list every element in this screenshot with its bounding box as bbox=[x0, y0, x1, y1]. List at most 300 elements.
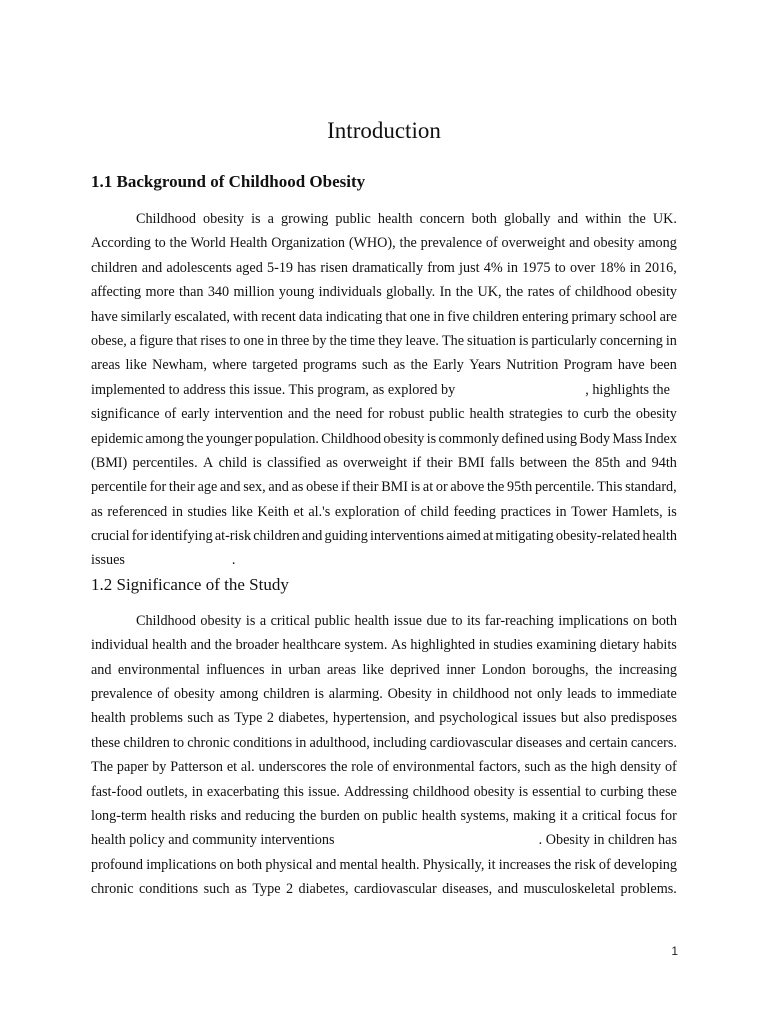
word: Addressing bbox=[344, 783, 409, 800]
word: to bbox=[601, 686, 613, 703]
word: rises bbox=[200, 332, 227, 349]
word: their bbox=[352, 479, 379, 496]
section-heading-significance: 1.2 Significance of the Study bbox=[91, 574, 289, 594]
word: outlets, bbox=[146, 783, 188, 800]
word: rates bbox=[527, 284, 555, 301]
word: within bbox=[585, 211, 622, 227]
word: feeding bbox=[453, 503, 496, 520]
word: the bbox=[298, 807, 317, 824]
word: 2016, bbox=[644, 259, 677, 276]
word: risk bbox=[574, 856, 596, 873]
text-line bbox=[91, 731, 677, 755]
text-segment: health policy and community interventions bbox=[91, 832, 335, 849]
word: and bbox=[497, 881, 519, 898]
word: guiding bbox=[324, 528, 368, 545]
word: children bbox=[263, 686, 310, 703]
word: classified bbox=[267, 454, 321, 471]
word: of bbox=[377, 759, 389, 776]
word: developing bbox=[613, 856, 677, 873]
word: predisposes bbox=[610, 710, 677, 727]
word: influences bbox=[206, 661, 265, 678]
word: system. bbox=[344, 637, 388, 654]
word: identifying bbox=[150, 528, 213, 545]
word: Early bbox=[433, 357, 464, 374]
word: leads bbox=[567, 686, 597, 703]
word: in bbox=[266, 332, 278, 349]
word: among bbox=[219, 686, 259, 703]
word: due bbox=[426, 612, 447, 629]
word: 18% bbox=[599, 259, 626, 276]
word: deprived bbox=[390, 661, 440, 678]
word: UK. bbox=[652, 211, 677, 227]
word: burden bbox=[320, 807, 360, 824]
text-line bbox=[91, 500, 677, 524]
word: studies bbox=[187, 503, 227, 520]
word: and bbox=[625, 454, 647, 471]
word: particularly bbox=[531, 332, 597, 349]
word: they bbox=[378, 332, 403, 349]
word: including bbox=[373, 734, 427, 751]
word: problems. bbox=[620, 881, 677, 898]
word: areas bbox=[91, 357, 121, 374]
word: also bbox=[583, 710, 607, 727]
word: crucial bbox=[91, 528, 130, 545]
word: prevalence bbox=[420, 235, 483, 252]
word: the bbox=[505, 284, 524, 301]
word: the bbox=[553, 856, 572, 873]
word: The bbox=[91, 759, 114, 776]
word: the bbox=[330, 759, 348, 776]
word: over bbox=[569, 259, 596, 276]
word: significance bbox=[91, 406, 160, 423]
word: hypertension, bbox=[332, 710, 410, 727]
word: at bbox=[422, 479, 434, 496]
word: health bbox=[151, 807, 186, 824]
word: Newham, bbox=[152, 357, 207, 374]
word: 2 bbox=[285, 881, 294, 898]
word: Childhood bbox=[321, 430, 382, 447]
word: their bbox=[168, 479, 195, 496]
word: situation bbox=[467, 332, 516, 349]
word: childhood bbox=[574, 284, 632, 301]
word: profound bbox=[91, 856, 144, 873]
word: overweight bbox=[343, 454, 408, 471]
word: and bbox=[190, 637, 211, 654]
word: obesity bbox=[383, 430, 425, 447]
word: mental bbox=[339, 856, 379, 873]
word: and bbox=[569, 235, 590, 252]
word: BMI bbox=[381, 479, 409, 496]
word: indicating bbox=[325, 308, 383, 325]
word: Index bbox=[644, 430, 677, 447]
word: in bbox=[478, 637, 490, 654]
word: from bbox=[427, 259, 455, 276]
word: if bbox=[412, 454, 422, 471]
word: public bbox=[314, 612, 350, 629]
redacted-citation bbox=[339, 828, 535, 852]
word: programs bbox=[303, 357, 357, 374]
redacted-citation bbox=[125, 548, 232, 572]
word: epidemic bbox=[91, 430, 143, 447]
text-line bbox=[91, 853, 677, 877]
word: Type bbox=[252, 881, 281, 898]
word: the bbox=[613, 406, 631, 423]
word: these bbox=[91, 734, 121, 751]
word: commonly bbox=[438, 430, 500, 447]
word: such bbox=[203, 881, 230, 898]
word: risks bbox=[189, 807, 217, 824]
text-line bbox=[91, 305, 677, 329]
word: globally bbox=[503, 211, 551, 227]
word: by bbox=[152, 759, 167, 776]
word: adulthood, bbox=[309, 734, 370, 751]
word: critical bbox=[582, 807, 622, 824]
word: public bbox=[429, 406, 465, 423]
text-line bbox=[91, 780, 677, 804]
word: such bbox=[524, 759, 551, 776]
word: and bbox=[220, 479, 241, 496]
word: risen bbox=[320, 259, 348, 276]
word: examining bbox=[536, 637, 597, 654]
word: recent bbox=[261, 308, 296, 325]
word: Tower bbox=[571, 503, 608, 520]
word: Body bbox=[579, 430, 611, 447]
word: Mass bbox=[612, 430, 643, 447]
word: and bbox=[315, 856, 337, 873]
word: referenced bbox=[107, 503, 168, 520]
word: that bbox=[176, 332, 198, 349]
word: obese bbox=[306, 479, 339, 496]
word: of bbox=[485, 235, 498, 252]
word: of bbox=[404, 503, 416, 520]
word: paper bbox=[116, 759, 149, 776]
word: this bbox=[283, 783, 304, 800]
text-line bbox=[91, 451, 677, 475]
word: et bbox=[293, 503, 304, 520]
word: on bbox=[219, 856, 234, 873]
word: diabetes, bbox=[298, 881, 349, 898]
word: and bbox=[268, 479, 289, 496]
word: and bbox=[301, 528, 323, 545]
word: at bbox=[483, 528, 494, 545]
word: childhood bbox=[452, 686, 510, 703]
word: Program bbox=[563, 357, 613, 374]
word: obesity bbox=[473, 783, 515, 800]
word: falls bbox=[490, 454, 515, 471]
word: such bbox=[361, 357, 388, 374]
text-line bbox=[91, 877, 677, 901]
word: environmental bbox=[117, 661, 200, 678]
word: issue bbox=[393, 612, 422, 629]
page-number: 1 bbox=[671, 944, 678, 958]
word: using bbox=[546, 430, 578, 447]
word: in bbox=[191, 783, 203, 800]
word: intervention bbox=[214, 406, 284, 423]
word: but bbox=[560, 710, 579, 727]
word: Patterson bbox=[170, 759, 224, 776]
word: A bbox=[202, 454, 214, 471]
word: the bbox=[569, 759, 588, 776]
word: obesity bbox=[173, 686, 215, 703]
text-line bbox=[91, 755, 677, 779]
word: is bbox=[667, 503, 677, 520]
word: the bbox=[594, 661, 613, 678]
word: as bbox=[291, 479, 304, 496]
word: more bbox=[145, 284, 175, 301]
word: children bbox=[91, 259, 138, 276]
word: diseases, bbox=[442, 881, 493, 898]
word: health bbox=[642, 528, 677, 545]
word: is bbox=[251, 211, 261, 227]
word: children bbox=[472, 308, 519, 325]
word: obesity-related bbox=[555, 528, 641, 545]
word: a bbox=[571, 807, 578, 824]
text-line bbox=[91, 609, 677, 633]
word: healthcare bbox=[282, 637, 341, 654]
text-segment: issues bbox=[91, 552, 125, 569]
text-line bbox=[91, 804, 677, 828]
word: The bbox=[441, 332, 465, 349]
word: environmental bbox=[392, 759, 475, 776]
word: in bbox=[295, 734, 307, 751]
word: obese, bbox=[91, 332, 127, 349]
word: London bbox=[481, 661, 526, 678]
word: leave. bbox=[405, 332, 439, 349]
word: exacerbating bbox=[206, 783, 280, 800]
word: as bbox=[554, 759, 567, 776]
word: to bbox=[451, 612, 463, 629]
word: the bbox=[572, 454, 590, 471]
word: has bbox=[297, 259, 317, 276]
word: (WHO), bbox=[348, 235, 396, 252]
word: diabetes, bbox=[278, 710, 329, 727]
word: mitigating bbox=[495, 528, 554, 545]
text-segment: , highlights the bbox=[585, 381, 670, 398]
text-line bbox=[91, 231, 677, 255]
word: far-reaching bbox=[484, 612, 554, 629]
word: not bbox=[514, 686, 533, 703]
word: Type bbox=[234, 710, 263, 727]
word: million bbox=[233, 284, 275, 301]
word: as bbox=[91, 503, 103, 520]
word: of bbox=[164, 406, 177, 423]
word: issue. bbox=[308, 783, 340, 800]
text-line bbox=[91, 353, 677, 377]
word: conditions bbox=[232, 734, 293, 751]
word: high bbox=[591, 759, 617, 776]
word: for bbox=[367, 406, 384, 423]
word: with bbox=[232, 308, 259, 325]
word: and bbox=[557, 211, 579, 227]
word: three bbox=[280, 332, 310, 349]
text-segment: . bbox=[231, 552, 236, 569]
redacted-citation bbox=[455, 378, 585, 402]
text-segment: implemented to address this issue. This program, as explored by bbox=[91, 381, 456, 398]
word: globally. bbox=[386, 284, 436, 301]
word: Years bbox=[469, 357, 501, 374]
word: UK, bbox=[477, 284, 502, 301]
word: of bbox=[664, 759, 677, 776]
word: health bbox=[91, 710, 126, 727]
word: for bbox=[131, 528, 149, 545]
word: Obesity bbox=[387, 686, 432, 703]
word: like bbox=[231, 503, 253, 520]
word: a bbox=[259, 612, 267, 629]
word: children bbox=[123, 734, 170, 751]
word: growing bbox=[281, 211, 329, 227]
word: dietary bbox=[599, 637, 640, 654]
text-segment: . Obesity in children has bbox=[538, 832, 677, 849]
text-line bbox=[91, 256, 677, 280]
word: between bbox=[519, 454, 568, 471]
word: in bbox=[433, 308, 445, 325]
text-line bbox=[91, 207, 677, 231]
word: are bbox=[659, 308, 677, 325]
word: 1975 bbox=[522, 259, 551, 276]
word: the bbox=[455, 284, 474, 301]
word: children bbox=[253, 528, 300, 545]
word: is bbox=[245, 612, 256, 629]
word: a bbox=[129, 332, 137, 349]
word: entering bbox=[522, 308, 569, 325]
word: percentiles. bbox=[132, 454, 198, 471]
word: obesity bbox=[200, 612, 242, 629]
word: adolescents bbox=[166, 259, 232, 276]
word: defined bbox=[501, 430, 544, 447]
word: the bbox=[214, 637, 232, 654]
word: child bbox=[218, 454, 247, 471]
word: to bbox=[585, 783, 597, 800]
word: the bbox=[410, 357, 428, 374]
word: of bbox=[558, 284, 571, 301]
word: making bbox=[513, 807, 556, 824]
word: on bbox=[633, 612, 648, 629]
word: obesity bbox=[635, 406, 677, 423]
word: Childhood bbox=[136, 211, 196, 227]
word: by bbox=[312, 332, 327, 349]
word: concerning bbox=[599, 332, 663, 349]
word: primary bbox=[571, 308, 617, 325]
word: focus bbox=[625, 807, 657, 824]
word: Childhood bbox=[136, 612, 196, 629]
word: need bbox=[335, 406, 363, 423]
word: immediate bbox=[616, 686, 677, 703]
word: that bbox=[385, 308, 407, 325]
word: been bbox=[650, 357, 677, 374]
word: habits bbox=[642, 637, 677, 654]
word: in bbox=[436, 686, 448, 703]
word: certain bbox=[589, 734, 628, 751]
word: obesity bbox=[203, 211, 244, 227]
word: in bbox=[629, 259, 641, 276]
word: data bbox=[298, 308, 323, 325]
word: have bbox=[617, 357, 645, 374]
word: the bbox=[399, 235, 417, 252]
word: the bbox=[169, 235, 187, 252]
word: the bbox=[186, 430, 204, 447]
word: than bbox=[179, 284, 204, 301]
text-line bbox=[91, 427, 677, 451]
word: curbing bbox=[600, 783, 644, 800]
page-title: Introduction bbox=[327, 118, 441, 143]
word: young bbox=[278, 284, 315, 301]
word: role bbox=[351, 759, 374, 776]
word: on bbox=[363, 807, 379, 824]
word: psychological bbox=[439, 710, 518, 727]
word: public bbox=[335, 211, 371, 227]
text-line bbox=[91, 378, 677, 402]
word: both bbox=[236, 856, 263, 873]
word: implications bbox=[558, 612, 629, 629]
word: for bbox=[149, 479, 167, 496]
word: health. bbox=[381, 856, 420, 873]
word: like bbox=[125, 357, 147, 374]
word: interventions bbox=[369, 528, 445, 545]
word: time bbox=[349, 332, 376, 349]
word: have bbox=[91, 308, 118, 325]
word: issues bbox=[522, 710, 557, 727]
word: Keith bbox=[257, 503, 289, 520]
word: obesity bbox=[593, 235, 635, 252]
word: exploration bbox=[334, 503, 400, 520]
word: robust bbox=[388, 406, 425, 423]
text-line bbox=[91, 658, 677, 682]
word: systems, bbox=[460, 807, 509, 824]
word: 4% bbox=[483, 259, 503, 276]
paragraph-significance bbox=[91, 609, 677, 902]
word: al.'s bbox=[308, 503, 331, 520]
word: 5-19 bbox=[267, 259, 294, 276]
word: studies bbox=[493, 637, 533, 654]
word: and bbox=[220, 807, 242, 824]
word: public bbox=[382, 807, 418, 824]
word: health bbox=[421, 807, 457, 824]
word: physical bbox=[265, 856, 313, 873]
text-line bbox=[91, 402, 677, 426]
word: to bbox=[173, 734, 185, 751]
word: factors, bbox=[478, 759, 521, 776]
word: inner bbox=[446, 661, 476, 678]
word: fast-food bbox=[91, 783, 143, 800]
word: curb bbox=[583, 406, 609, 423]
word: one bbox=[409, 308, 431, 325]
word: According bbox=[91, 235, 151, 252]
word: health bbox=[469, 406, 505, 423]
word: both bbox=[471, 211, 497, 227]
word: similarly bbox=[120, 308, 172, 325]
word: percentile bbox=[91, 479, 147, 496]
word: as bbox=[235, 881, 247, 898]
word: Hamlets, bbox=[611, 503, 663, 520]
word: as bbox=[326, 454, 338, 471]
word: As bbox=[391, 637, 407, 654]
word: overweight bbox=[501, 235, 566, 252]
word: and bbox=[141, 259, 163, 276]
word: to bbox=[567, 406, 579, 423]
word: musculoskeletal bbox=[523, 881, 616, 898]
word: one bbox=[243, 332, 264, 349]
word: cancers. bbox=[630, 734, 677, 751]
word: dramatically bbox=[352, 259, 424, 276]
word: the bbox=[329, 332, 347, 349]
word: like bbox=[362, 661, 384, 678]
word: 95th bbox=[507, 479, 533, 496]
word: as bbox=[393, 357, 406, 374]
word: only bbox=[537, 686, 563, 703]
word: population. bbox=[254, 430, 319, 447]
word: and bbox=[91, 661, 112, 678]
word: is bbox=[252, 454, 262, 471]
